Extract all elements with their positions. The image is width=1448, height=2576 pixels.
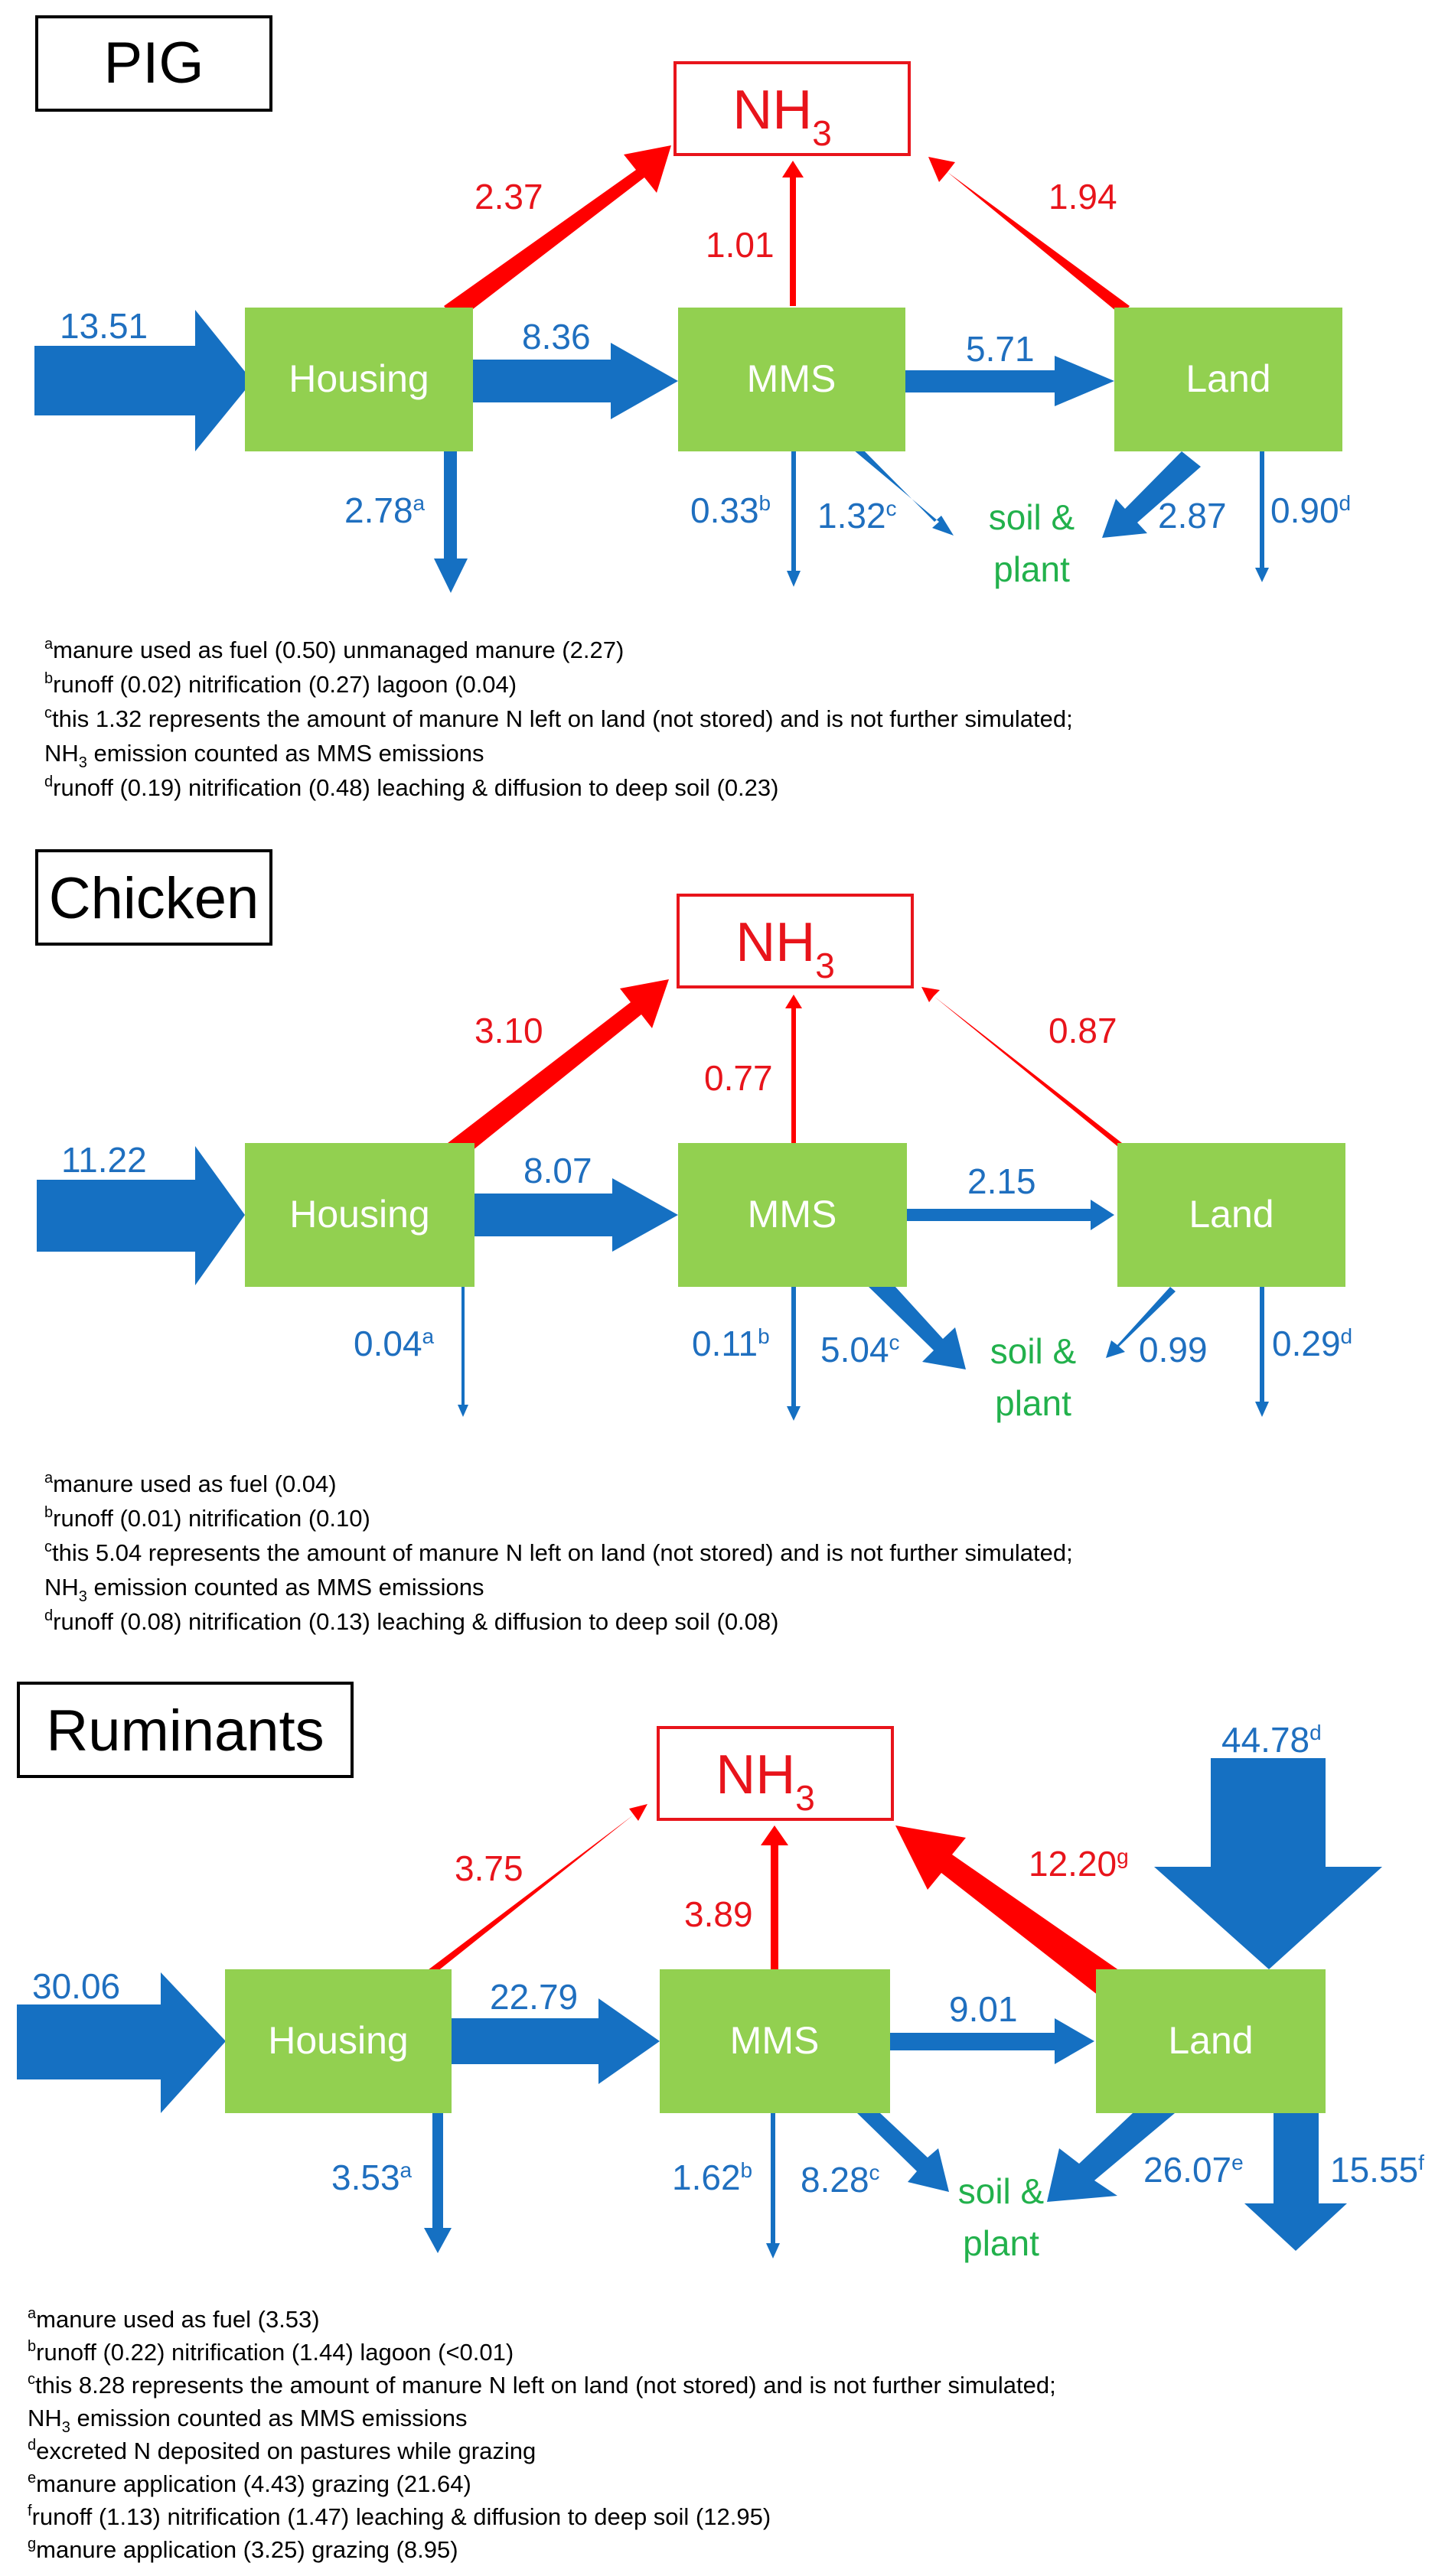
chicken-soil-label: soil & xyxy=(990,1331,1077,1371)
ruminants-land-loss-value: 15.55$^f$ xyxy=(1330,2150,1424,2190)
pig-housing-nh3-arrow xyxy=(444,145,671,321)
ruminants-mms-soil-value: 8.28$^c$ xyxy=(801,2160,880,2200)
ruminants-housing-loss-arrow xyxy=(424,2113,452,2253)
pig-housing-label: Housing xyxy=(289,357,429,400)
ruminants-soil-label: soil & xyxy=(957,2171,1045,2211)
chicken-mms-loss-arrow xyxy=(787,1287,801,1421)
pig-mms-nh3-value: 1.01 xyxy=(706,225,775,265)
ruminants-housing-loss-value: 3.53$^a$ xyxy=(331,2158,413,2197)
ruminants-mms-label: MMS xyxy=(729,2019,820,2062)
ruminants-land-nh3-value: 12.20$^g$ xyxy=(1029,1844,1129,1884)
ruminants-land-label: Land xyxy=(1168,2019,1254,2062)
chicken-land-loss-value: 0.29$^d$ xyxy=(1272,1324,1353,1363)
pig-land-soil-value: 2.87 xyxy=(1158,496,1227,536)
chicken-title: Chicken xyxy=(48,866,259,931)
pig-note-d: $^d$runoff (0.19) nitrification (0.48) leaching & diffusion to deep soil (0.23) xyxy=(44,773,779,801)
ruminants-note-c-cont: $NH_3$ emission counted as MMS emissions xyxy=(28,2405,468,2436)
chicken-note-d: $^d$runoff (0.08) nitrification (0.13) leaching & diffusion to deep soil (0.08) xyxy=(44,1607,779,1635)
ruminants-note-a: $^a$manure used as fuel (3.53) xyxy=(28,2305,320,2333)
chicken-mms-label: MMS xyxy=(747,1193,837,1236)
chicken-housing-label: Housing xyxy=(289,1193,430,1236)
chicken-mms-nh3-value: 0.77 xyxy=(704,1058,773,1098)
pig-soil-label: soil & xyxy=(988,497,1075,537)
chicken-housing-mms-value: 8.07 xyxy=(523,1151,592,1190)
chicken-housing-nh3-value: 3.10 xyxy=(475,1011,543,1050)
chicken-note-c: $^c$this 5.04 represents the amount of manure N left on land (not stored) and is not further simulated; xyxy=(44,1539,1073,1566)
ruminants-mms-loss-value: 1.62$^b$ xyxy=(672,2158,753,2197)
chicken-plant-label: plant xyxy=(995,1383,1071,1423)
chicken-land-nh3-value: 0.87 xyxy=(1048,1011,1117,1050)
pig-mms-loss-value: 0.33$^b$ xyxy=(690,490,771,530)
pig-note-c-cont: $NH_3$ emission counted as MMS emissions xyxy=(44,740,484,771)
ruminants-mms-nh3-arrow xyxy=(761,1825,788,1972)
chicken-mms-loss-value: 0.11$^b$ xyxy=(692,1324,770,1363)
chicken-housing-nh3-arrow xyxy=(448,979,669,1160)
chicken-note-b: $^b$runoff (0.01) nitrification (0.10) xyxy=(44,1504,370,1532)
ruminants-note-g: $^g$manure application (3.25) grazing (8.95) xyxy=(28,2535,458,2563)
pig-housing-nh3-value: 2.37 xyxy=(475,177,543,217)
chicken-mms-nh3-arrow xyxy=(785,995,802,1143)
ruminants-mms-loss-arrow xyxy=(766,2113,780,2258)
ruminants-plant-label: plant xyxy=(963,2223,1039,2263)
ruminants-note-e: $^e$manure application (4.43) grazing (21.64) xyxy=(28,2470,471,2497)
ruminants-housing-nh3-value: 3.75 xyxy=(455,1848,523,1888)
ruminants-pasture-input-arrow xyxy=(1154,1758,1382,1969)
pig-housing-loss-arrow xyxy=(434,451,468,593)
chicken-land-soil-value: 0.99 xyxy=(1139,1330,1208,1369)
ruminants-pasture-input-value: 44.78$^d$ xyxy=(1221,1720,1322,1760)
chicken-mms-soil-value: 5.04$^c$ xyxy=(820,1330,900,1369)
pig-land-loss-value: 0.90$^d$ xyxy=(1270,490,1352,530)
pig-note-c: $^c$this 1.32 represents the amount of manure N left on land (not stored) and is not further simulated; xyxy=(44,705,1073,732)
ruminants-nh3-label: $NH_3$ xyxy=(716,1744,815,1818)
pig-housing-mms-value: 8.36 xyxy=(522,317,591,357)
chicken-nh3-label: $NH_3$ xyxy=(735,912,835,985)
chicken-housing-loss-value: 0.04$^a$ xyxy=(354,1324,435,1363)
pig-mms-label: MMS xyxy=(746,357,837,400)
ruminants-land-soil-value: 26.07e xyxy=(1143,2150,1244,2190)
chicken-mms-land-value: 2.15 xyxy=(967,1161,1036,1201)
pig-nh3-label: $NH_3$ xyxy=(732,80,832,153)
pig-land-label: Land xyxy=(1185,357,1271,400)
chicken-land-loss-arrow xyxy=(1255,1287,1269,1417)
pig-plant-label: plant xyxy=(993,549,1070,589)
chicken-panel xyxy=(37,851,1352,1635)
ruminants-note-f: $^f$runoff (1.13) nitrification (1.47) leaching & diffusion to deep soil (12.95) xyxy=(28,2503,771,2530)
pig-land-loss-arrow xyxy=(1255,451,1269,582)
chicken-land-label: Land xyxy=(1189,1193,1274,1236)
pig-mms-nh3-arrow xyxy=(782,161,804,306)
ruminants-title: Ruminants xyxy=(46,1698,324,1763)
ruminants-panel xyxy=(17,1683,1424,2563)
chicken-note-a: $^a$manure used as fuel (0.04) xyxy=(44,1470,337,1497)
pig-mms-soil-value: 1.32$^c$ xyxy=(817,496,897,536)
ruminants-housing-nh3-arrow xyxy=(425,1804,647,1978)
chicken-mms-land-arrow xyxy=(907,1200,1114,1230)
ruminants-housing-mms-value: 22.79 xyxy=(490,1977,579,2017)
pig-land-nh3-value: 1.94 xyxy=(1048,177,1117,217)
ruminants-note-d: $^d$excreted N deposited on pastures while grazing xyxy=(28,2437,536,2464)
chicken-note-c-cont: $NH_3$ emission counted as MMS emissions xyxy=(44,1574,484,1605)
ruminants-housing-label: Housing xyxy=(268,2019,409,2062)
pig-note-a: $^a$manure used as fuel (0.50) unmanaged manure (2.27) xyxy=(44,636,625,663)
pig-mms-land-value: 5.71 xyxy=(966,329,1035,369)
ruminants-mms-land-value: 9.01 xyxy=(949,1989,1018,2029)
ruminants-mms-nh3-value: 3.89 xyxy=(684,1894,753,1934)
ruminants-input-value: 30.06 xyxy=(32,1966,121,2006)
pig-panel xyxy=(34,17,1351,801)
ruminants-note-c: $^c$this 8.28 represents the amount of manure N left on land (not stored) and is not further simulated; xyxy=(28,2371,1056,2399)
pig-input-value: 13.51 xyxy=(60,306,148,346)
pig-housing-loss-value: 2.78$^a$ xyxy=(344,490,426,530)
ruminants-note-b: $^b$runoff (0.22) nitrification (1.44) lagoon (<0.01) xyxy=(28,2338,514,2366)
pig-note-b: $^b$runoff (0.02) nitrification (0.27) lagoon (0.04) xyxy=(44,670,517,698)
chicken-housing-loss-arrow xyxy=(458,1287,468,1417)
pig-mms-loss-arrow xyxy=(787,451,801,587)
pig-title: PIG xyxy=(103,31,204,96)
chicken-input-value: 11.22 xyxy=(61,1140,147,1180)
